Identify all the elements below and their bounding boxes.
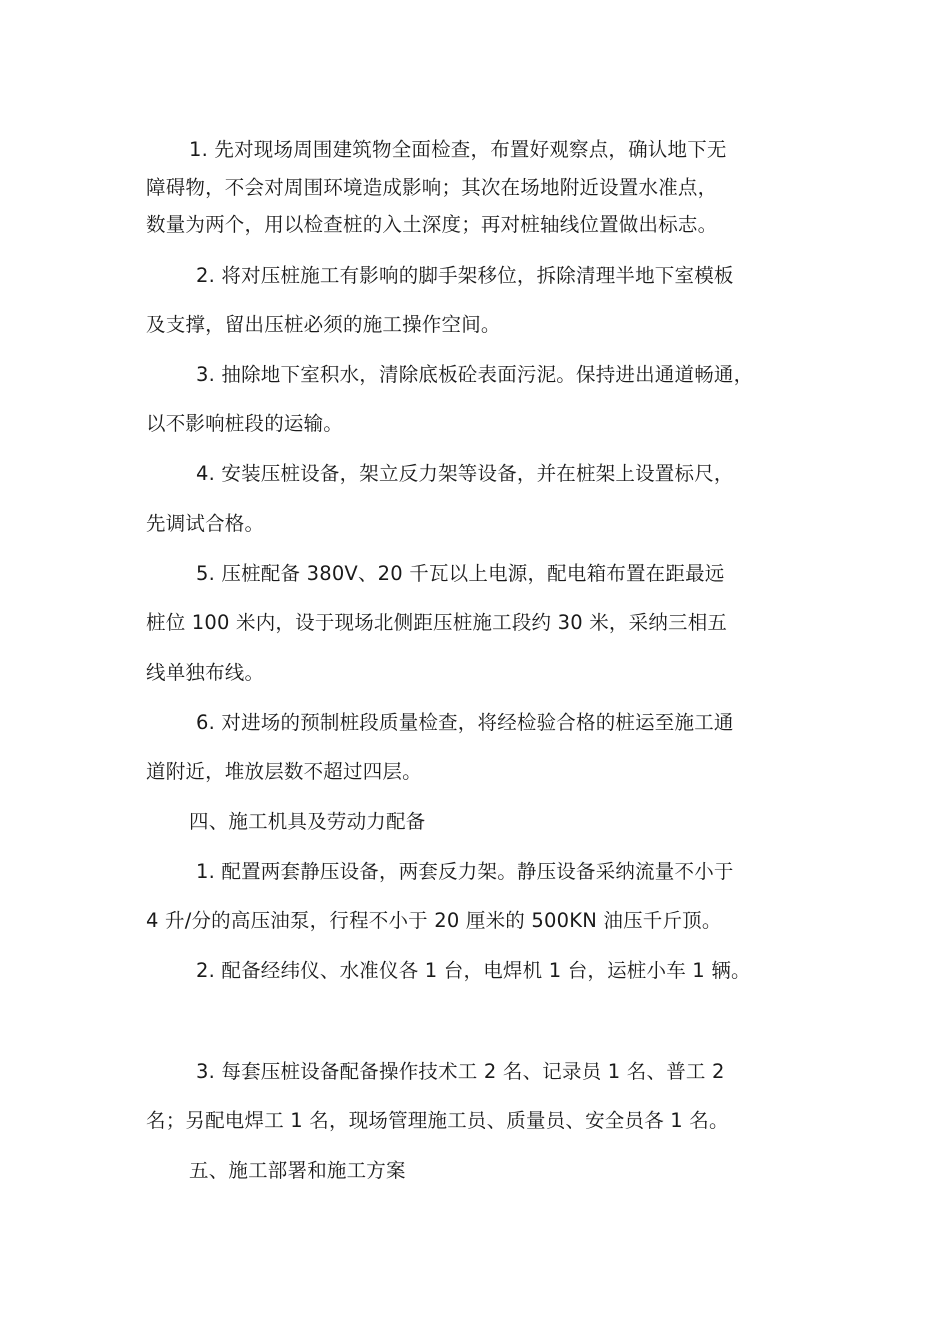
text-line: 1. 配置两套静压设备，两套反力架。静压设备采纳流量不小于 — [196, 860, 734, 883]
text-line: 1. 先对现场周围建筑物全面检查，布置好观察点，确认地下无 — [189, 138, 727, 161]
text-line: 名；另配电焊工 1 名，现场管理施工员、质量员、安全员各 1 名。 — [146, 1109, 729, 1132]
section-heading: 五、施工部署和施工方案 — [189, 1159, 406, 1182]
text-line: 4 升/分的高压油泵，行程不小于 20 厘米的 500KN 油压千斤顶。 — [146, 909, 722, 932]
text-line: 桩位 100 米内，设于现场北侧距压桩施工段约 30 米，采纳三相五 — [146, 611, 728, 634]
text-line: 道附近，堆放层数不超过四层。 — [146, 760, 422, 783]
text-line: 及支撑，留出压桩必须的施工操作空间。 — [146, 313, 501, 336]
text-line: 3. 抽除地下室积水，清除底板砼表面污泥。保持进出通道畅通， — [196, 363, 754, 386]
text-line: 2. 将对压桩施工有影响的脚手架移位，拆除清理半地下室模板 — [196, 264, 734, 287]
text-line: 线单独布线。 — [146, 661, 265, 684]
text-line: 5. 压桩配备 380V、20 千瓦以上电源，配电箱布置在距最远 — [196, 562, 725, 585]
text-line: 4. 安装压桩设备，架立反力架等设备，并在桩架上设置标尺， — [196, 462, 734, 485]
text-line: 6. 对进场的预制桩段质量检查，将经检验合格的桩运至施工通 — [196, 711, 734, 734]
text-line: 障碍物，不会对周围环境造成影响；其次在场地附近设置水准点， — [146, 176, 718, 199]
text-line: 2. 配备经纬仪、水准仪各 1 台，电焊机 1 台，运桩小车 1 辆。 — [196, 959, 751, 982]
text-line: 3. 每套压桩设备配备操作技术工 2 名、记录员 1 名、普工 2 — [196, 1060, 725, 1083]
text-line: 以不影响桩段的运输。 — [146, 412, 344, 435]
text-line: 数量为两个，用以检查桩的入土深度；再对桩轴线位置做出标志。 — [146, 213, 718, 236]
section-heading: 四、施工机具及劳动力配备 — [189, 810, 426, 833]
text-line: 先调试合格。 — [146, 512, 265, 535]
